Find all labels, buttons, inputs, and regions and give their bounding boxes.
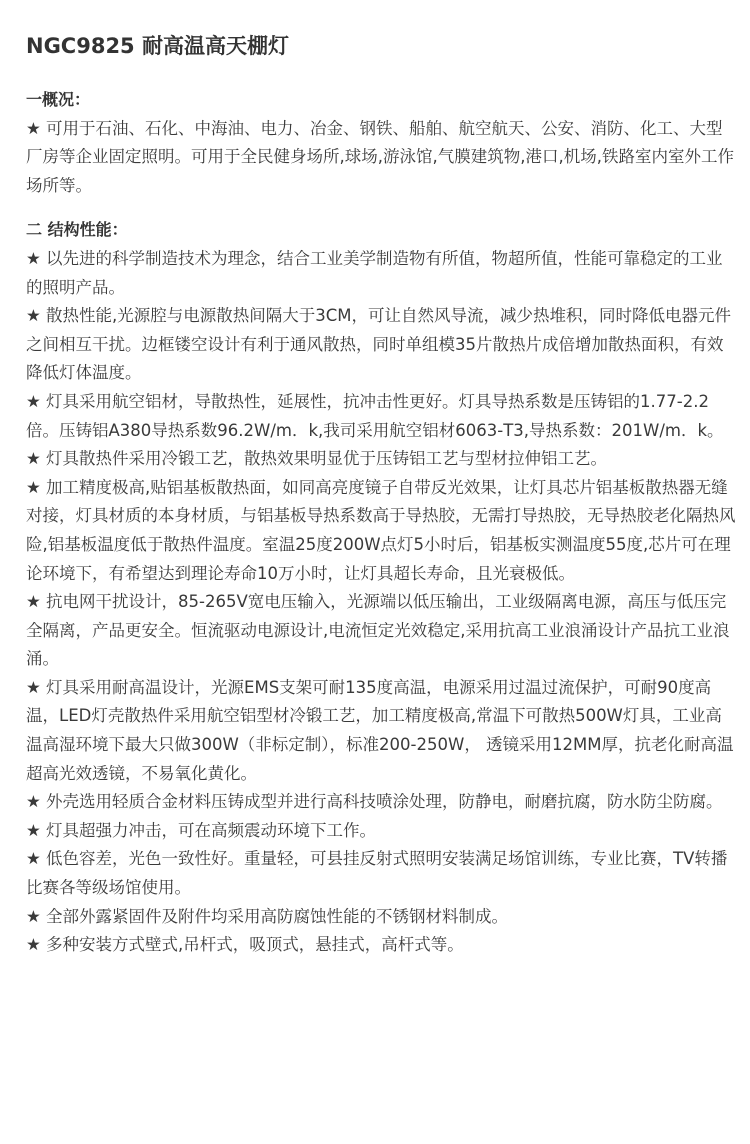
- feature-paragraph: ★ 全部外露紧固件及附件均采用高防腐蚀性能的不锈钢材料制成。: [26, 906, 509, 926]
- overview-paragraph: ★ 可用于石油、石化、中海油、电力、冶金、钢铁、船舶、航空航天、公安、消防、化工、大型厂房等企业固定照明。可用于全民健身场所,球场,游泳馆,气膜建筑物,港口,机场,铁路室内室外工作场所等。: [26, 118, 734, 195]
- page-title: NGC9825 耐高温高天棚灯: [26, 34, 289, 58]
- structure-performance-heading: 二 结构性能：: [26, 220, 128, 240]
- feature-paragraph: ★ 加工精度极高,贴铝基板散热面，如同高亮度镜子自带反光效果，让灯具芯片铝基板散热器无缝对接，灯具材质的本身材质，与铝基板导热系数高于导热胶，无需打导热胶，无导热胶老化隔热风险,铝基板温度低于散热件温度。室温25度200W点灯5小时后，铝基板实测温度55度,芯片可在理论环境下，有希望达到理论寿命10万小时，让灯具超长寿命，且光衰极低。: [26, 477, 736, 583]
- feature-paragraph: ★ 灯具采用航空铝材，导散热性，延展性，抗冲击性更好。灯具导热系数是压铸铝的1.77-2.2倍。压铸铝A380导热系数96.2W/m．k,我司采用航空铝材6063-T3,导热系数：201W/m．k。: [26, 391, 724, 440]
- overview-section: [26, 86, 736, 200]
- feature-paragraph: ★ 抗电网干扰设计，85-265V宽电压输入，光源端以低压输出，工业级隔离电源，高压与低压完全隔离，产品更安全。恒流驱动电源设计,电流恒定光效稳定,采用抗高工业浪涌设计产品抗工业浪涌。: [26, 592, 730, 669]
- feature-paragraph: ★ 灯具采用耐高温设计，光源EMS支架可耐135度高温，电源采用过温过流保护，可耐90度高温，LED灯壳散热件采用航空铝型材冷锻工艺，加工精度极高,常温下可散热500W灯具，工业高温高湿环境下最大只做300W（非标定制），标准200-250W， 透镜采用12MM厚，抗老化耐高温超高光效透镜，不易氧化黄化。: [26, 677, 734, 783]
- structure-performance-section: [26, 216, 736, 959]
- feature-paragraph: ★ 以先进的科学制造技术为理念，结合工业美学制造物有所值，物超所值，性能可靠稳定的工业的照明产品。: [26, 248, 723, 297]
- feature-paragraph: ★ 灯具散热件采用冷锻工艺，散热效果明显优于压铸铝工艺与型材拉伸铝工艺。: [26, 449, 608, 469]
- feature-paragraph: ★ 多种安装方式壁式,吊杆式，吸顶式，悬挂式，高杆式等。: [26, 935, 464, 955]
- feature-paragraph: ★ 散热性能,光源腔与电源散热间隔大于3CM，可让自然风导流，减少热堆积，同时降低电器元件之间相互干扰。边框镂空设计有利于通风散热，同时单组模35片散热片成倍增加散热面积，有效降低灯体温度。: [26, 306, 732, 383]
- feature-paragraph: ★ 低色容差，光色一致性好。重量轻，可县挂反射式照明安装满足场馆训练，专业比赛，TV转播比赛各等级场馆使用。: [26, 849, 728, 898]
- overview-heading: 一概况：: [26, 90, 91, 109]
- feature-paragraph: ★ 灯具超强力冲击，可在高频震动环境下工作。: [26, 820, 377, 840]
- feature-paragraph: ★ 外壳选用轻质合金材料压铸成型并进行高科技喷涂处理，防静电，耐磨抗腐，防水防尘防腐。: [26, 792, 723, 812]
